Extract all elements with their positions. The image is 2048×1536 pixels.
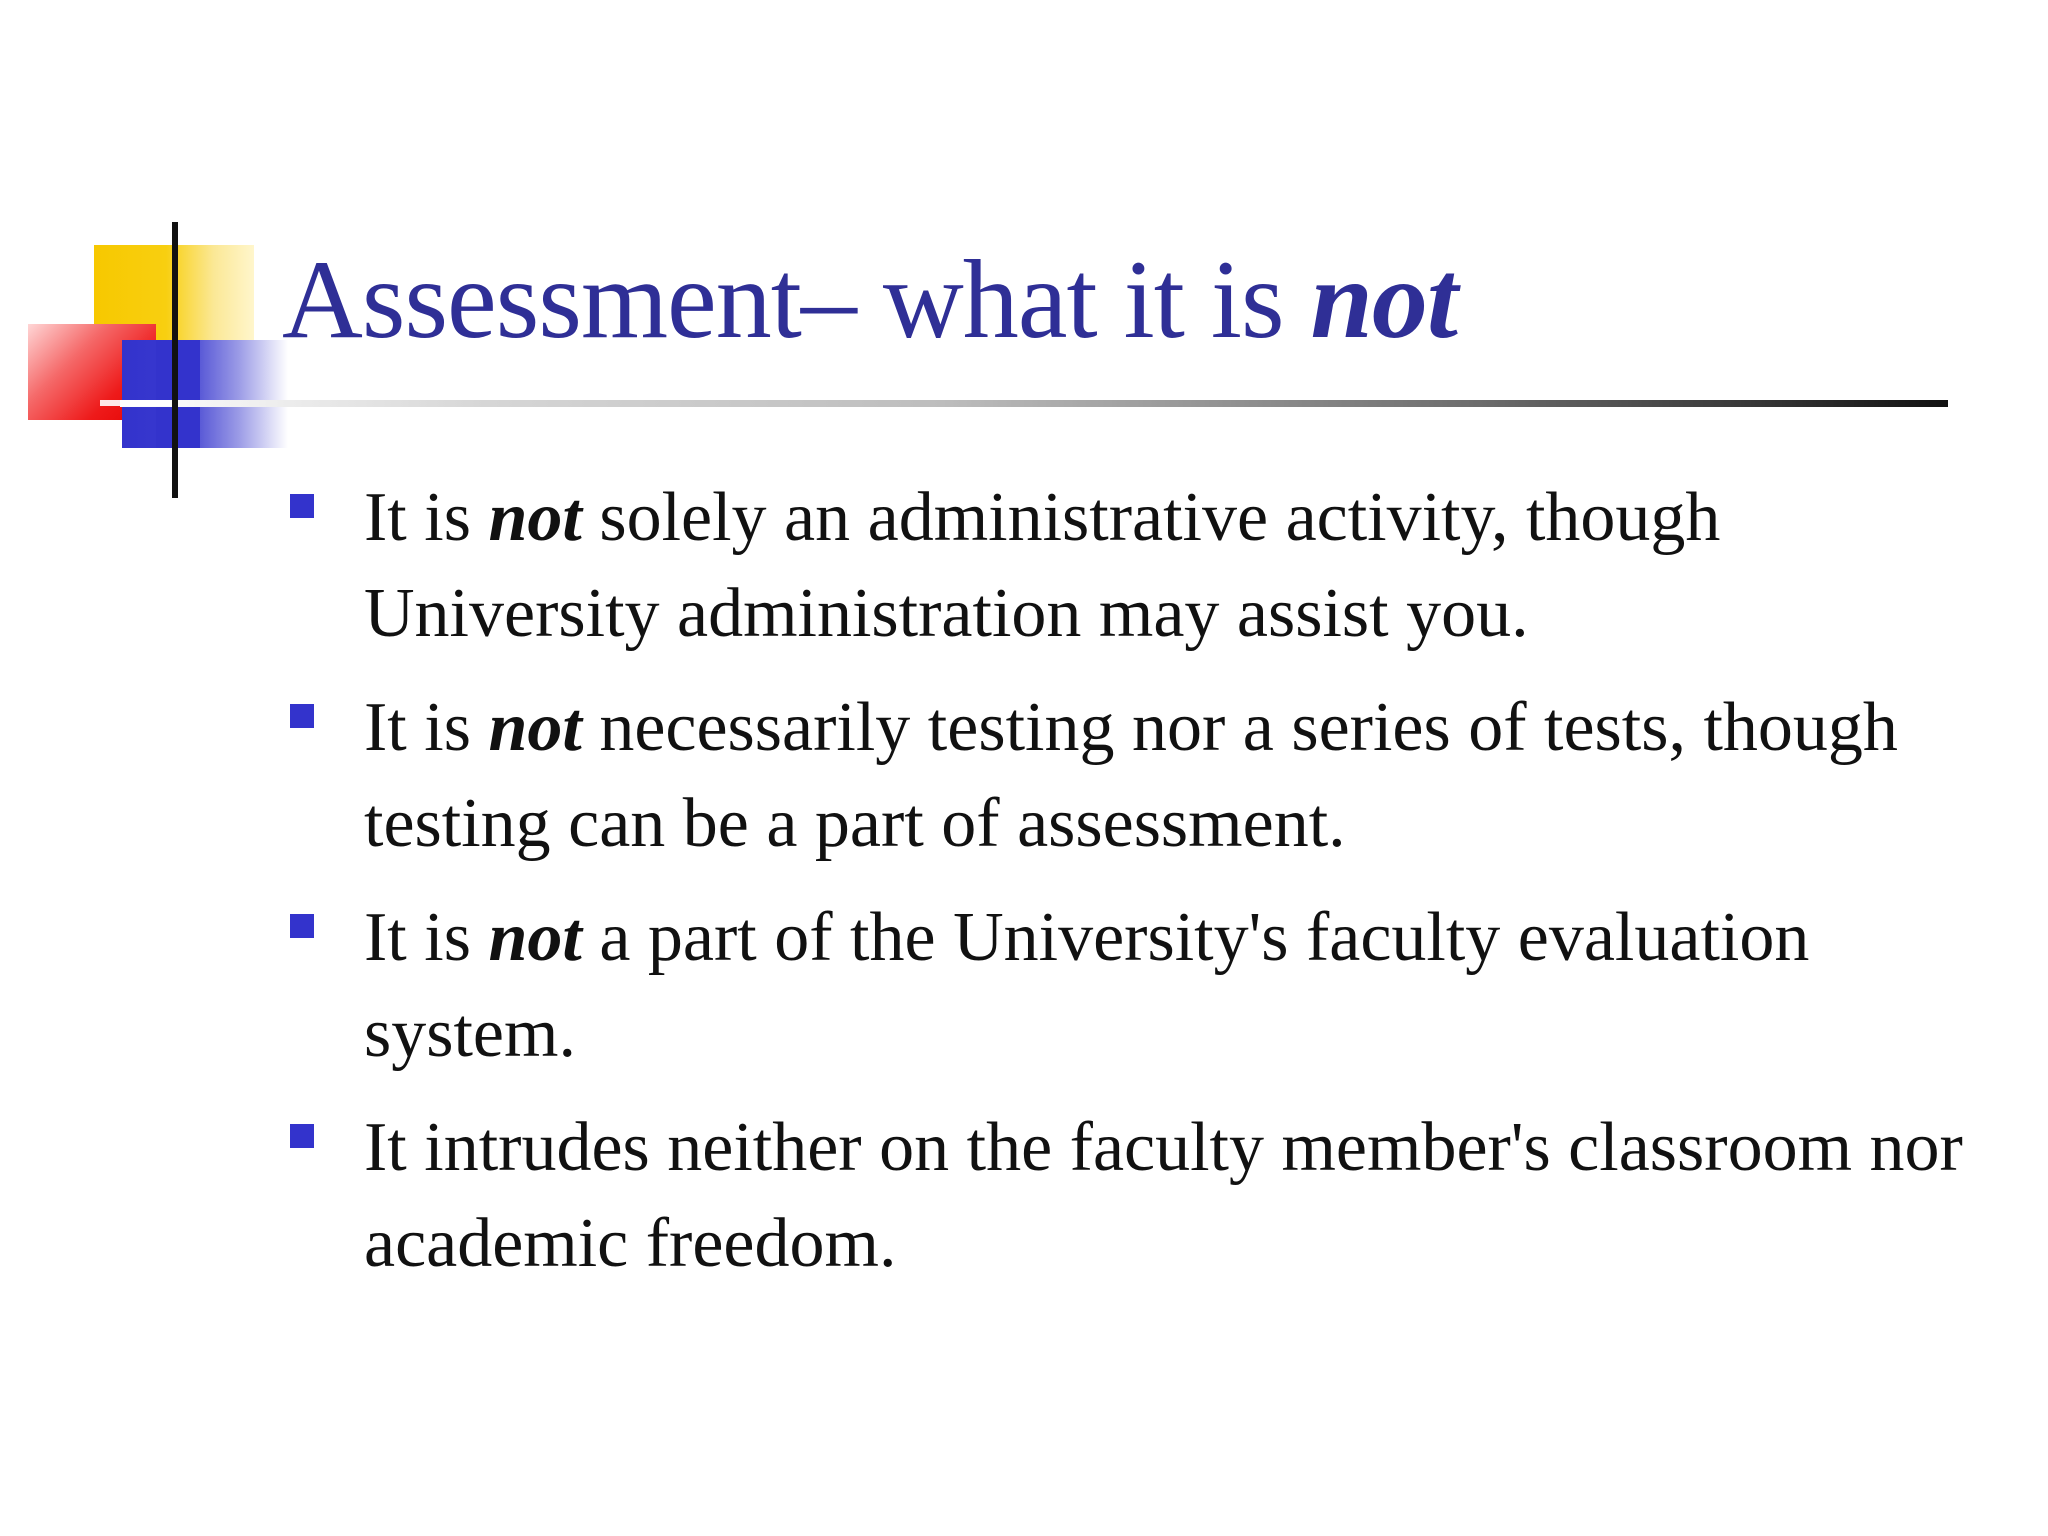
bullet-item: [290, 890, 1990, 1082]
bullet-list: [290, 470, 1990, 1310]
slide-title-emphasis: not: [1310, 238, 1457, 362]
bullet-rest: solely an administrative activity, though University administration may assist you.: [364, 479, 1721, 652]
decor-blue-gradient-block: [122, 340, 288, 448]
decor-vertical-line: [172, 222, 178, 498]
decor-white-bar: [100, 400, 170, 406]
bullet-rest: necessarily testing nor a series of tests, though testing can be a part of assessment.: [364, 689, 1898, 862]
bullet-emphasis: not: [488, 689, 582, 766]
bullet-emphasis: not: [488, 899, 582, 976]
square-bullet-icon: [290, 494, 314, 518]
bullet-emphasis: not: [488, 479, 582, 556]
decor-blue-block: [156, 340, 200, 448]
bullet-lead: It is: [364, 689, 471, 766]
bullet-text: It intrudes neither on the faculty member's classroom nor academic freedom.: [364, 1109, 1963, 1282]
bullet-item: [290, 470, 1990, 662]
square-bullet-icon: [290, 914, 314, 938]
square-bullet-icon: [290, 704, 314, 728]
bullet-rest: a part of the University's faculty evaluation system.: [364, 899, 1810, 1072]
bullet-lead: It is: [364, 899, 471, 976]
bullet-item: [290, 680, 1990, 872]
bullet-item: [290, 1100, 1990, 1292]
bullet-lead: It is: [364, 479, 471, 556]
slide-title-lead: Assessment– what it is: [282, 238, 1284, 362]
slide-title: [282, 240, 1457, 360]
title-underline-divider: [120, 400, 1948, 407]
square-bullet-icon: [290, 1124, 314, 1148]
